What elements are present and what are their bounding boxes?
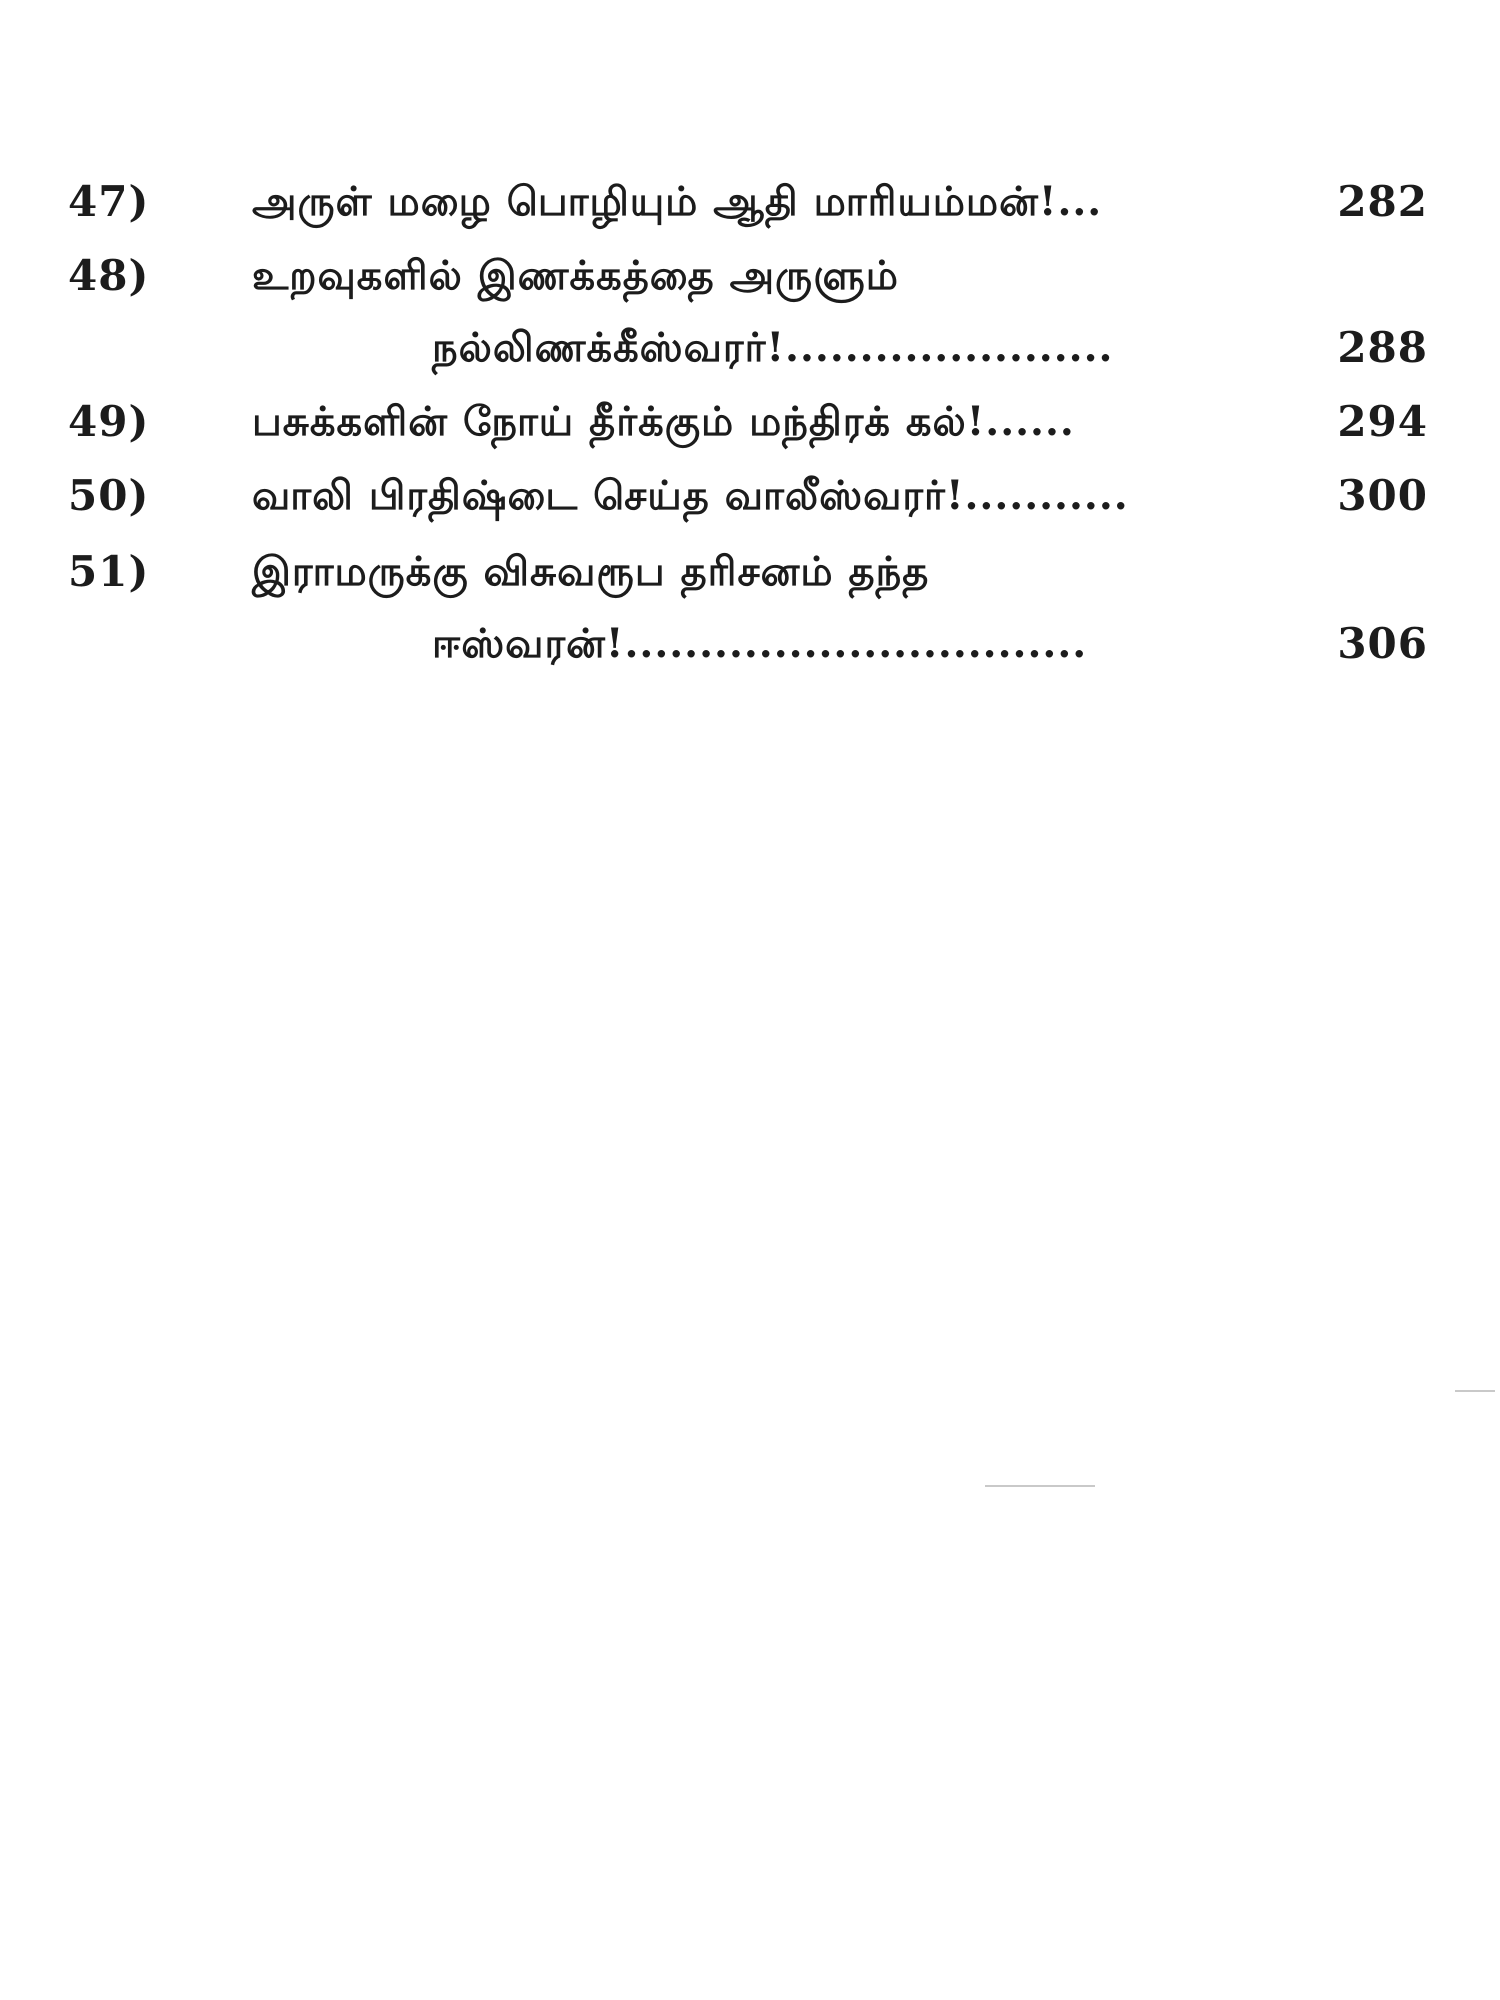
toc-entry-49 [0, 392, 1500, 452]
scan-speck [985, 1485, 1095, 1487]
entry-title: வாலி பிரதிஷ்டை செய்த வாலீஸ்வரர்!........... [252, 472, 1129, 519]
entry-page-number: 306 [1337, 619, 1428, 668]
toc-entry-48-continued [0, 318, 1500, 378]
entry-title: உறவுகளில் இணக்கத்தை அருளும் [252, 252, 899, 299]
entry-page-number: 288 [1337, 323, 1428, 372]
entry-number: 48) [68, 251, 150, 300]
entry-title-continued: நல்லிணக்கீஸ்வரர்!...................... [432, 324, 1114, 371]
entry-number: 50) [68, 471, 150, 520]
toc-entry-48 [0, 246, 1500, 306]
entry-number: 47) [68, 177, 150, 226]
toc-entry-51-continued [0, 614, 1500, 674]
toc-entry-51 [0, 542, 1500, 602]
entry-page-number: 282 [1337, 177, 1428, 226]
entry-number: 49) [68, 397, 150, 446]
scan-speck [1455, 1390, 1495, 1392]
toc-entry-47 [0, 172, 1500, 232]
entry-title: இராமருக்கு விசுவரூப தரிசனம் தந்த [252, 548, 930, 595]
entry-title: பசுக்களின் நோய் தீர்க்கும் மந்திரக் கல்!...... [252, 398, 1075, 445]
entry-title: அருள் மழை பொழியும் ஆதி மாரியம்மன்!... [252, 178, 1103, 225]
entry-title-continued: ஈஸ்வரன்!............................... [432, 620, 1088, 667]
toc-entry-50 [0, 466, 1500, 526]
entry-page-number: 294 [1337, 397, 1428, 446]
entry-number: 51) [68, 547, 150, 596]
entry-page-number: 300 [1337, 471, 1428, 520]
